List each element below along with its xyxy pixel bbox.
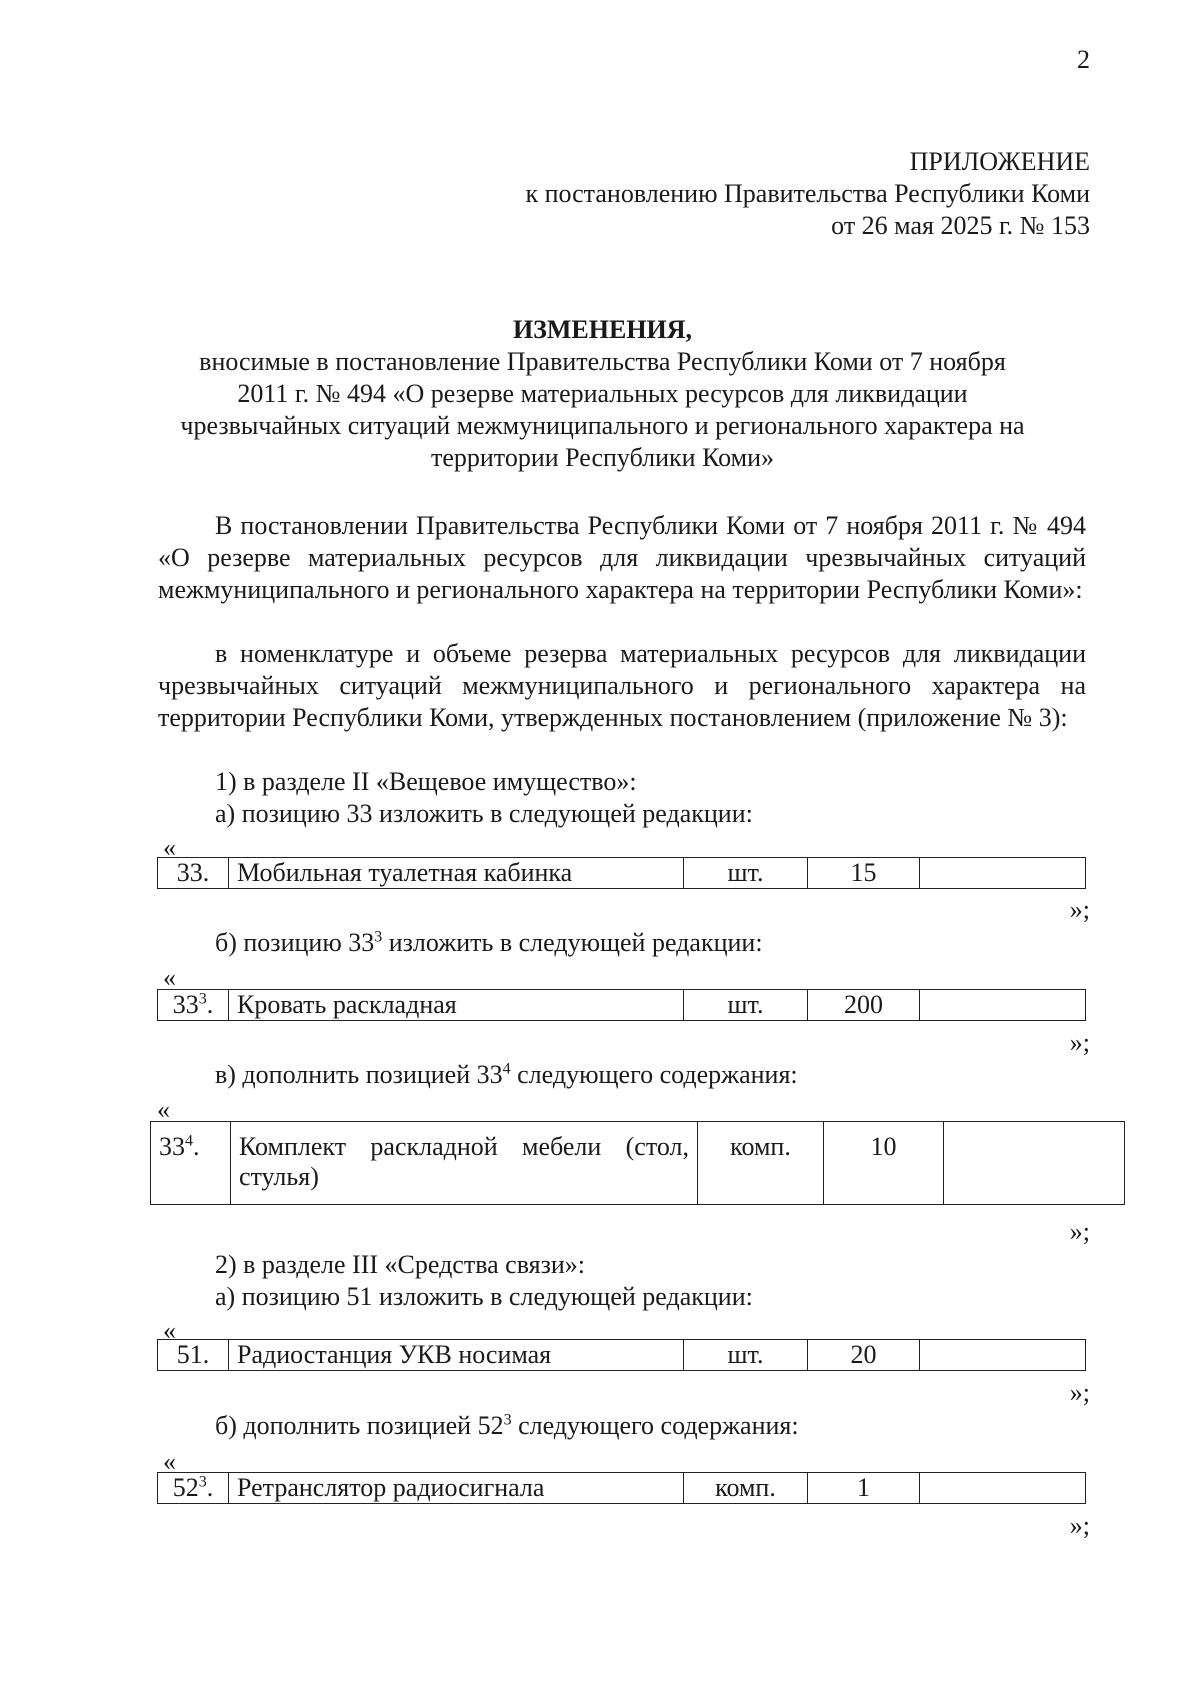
position-quantity: 20 [808, 1340, 920, 1371]
document-title: ИЗМЕНЕНИЯ, [512, 315, 693, 344]
document-subtitle-line: чрезвычайных ситуаций межмуниципального и регионального характера на [180, 411, 1025, 440]
opening-quote: « [163, 833, 176, 862]
position-quantity: 10 [824, 1122, 944, 1205]
position-quantity: 15 [808, 858, 920, 889]
appendix-header [525, 146, 1090, 242]
position-extra [920, 858, 1086, 889]
opening-quote: « [157, 1095, 170, 1124]
section2-item-a: а) позицию 51 изложить в следующей редакции: [215, 1282, 753, 1311]
table-row [151, 1122, 1125, 1205]
position-table [150, 1121, 1125, 1205]
appendix-title: ПРИЛОЖЕНИЕ [909, 147, 1090, 176]
position-table [157, 1472, 1086, 1504]
closing-quote: »; [1069, 1217, 1090, 1246]
position-number: $33^4$. [151, 1122, 231, 1205]
closing-quote: »; [1069, 1511, 1090, 1540]
position-table [157, 989, 1086, 1021]
position-name: Мобильная туалетная кабинка [229, 858, 684, 889]
document-subtitle-line: 2011 г. № 494 «О резерве материальных ресурсов для ликвидации [237, 379, 968, 408]
document-subtitle-line: территории Республики Коми» [430, 443, 774, 472]
position-quantity: 1 [808, 1473, 920, 1504]
intro-paragraph: В постановлении Правительства Республики Коми от 7 ноября 2011 г. № 494 «О резерве материальных ресурсов для ликвидации чрезвычайных ситуаций межмуниципального и регионального характера на территории Республики Коми»: [158, 511, 1086, 604]
position-number: $33^3$. [158, 990, 229, 1021]
position-unit: шт. [684, 858, 808, 889]
appendix-date: от 26 мая 2025 г. № 153 [831, 211, 1090, 240]
section2-heading: 2) в разделе III «Средства связи»: [215, 1250, 586, 1279]
table-row [158, 990, 1086, 1021]
section1-item-b: б) позицию $33^3$ изложить в следующей редакции: [215, 928, 763, 957]
position-number: $52^3$. [158, 1473, 229, 1504]
section1-heading: 1) в разделе II «Вещевое имущество»: [215, 767, 637, 796]
opening-quote: « [163, 963, 176, 992]
position-unit: комп. [698, 1122, 824, 1205]
section1-item-c: в) дополнить позицией $33^4$ следующего содержания: [215, 1060, 798, 1089]
table-row [158, 1473, 1086, 1504]
table-row [158, 1340, 1086, 1371]
position-number: 51. [158, 1340, 229, 1371]
closing-quote: »; [1069, 1378, 1090, 1407]
section2-item-b: б) дополнить позицией $52^3$ следующего содержания: [215, 1411, 799, 1440]
position-number: 33. [158, 858, 229, 889]
position-unit: комп. [684, 1473, 808, 1504]
position-unit: шт. [684, 990, 808, 1021]
position-name: Ретранслятор радиосигнала [229, 1473, 684, 1504]
appendix-reference: к постановлению Правительства Республики Коми [525, 179, 1090, 208]
position-extra [920, 990, 1086, 1021]
opening-quote: « [163, 1316, 176, 1345]
document-subtitle-line: вносимые в постановление Правительства Республики Коми от 7 ноября [199, 347, 1006, 376]
position-unit: шт. [684, 1340, 808, 1371]
position-table [157, 857, 1086, 889]
closing-quote: »; [1069, 1028, 1090, 1057]
nomenclature-paragraph: в номенклатуре и объеме резерва материальных ресурсов для ликвидации чрезвычайных ситуаций межмуниципального и регионального характера на территории Республики Коми, утвержденных постановлением (приложение № 3): [158, 639, 1086, 732]
position-quantity: 200 [808, 990, 920, 1021]
position-name: Радиостанция УКВ носимая [229, 1340, 684, 1371]
position-extra [944, 1122, 1125, 1205]
position-name: Кровать раскладная [229, 990, 684, 1021]
position-name: Комплект раскладной мебели (стол, стулья) [231, 1122, 698, 1205]
page-number: 2 [1077, 45, 1090, 74]
table-row [158, 858, 1086, 889]
position-extra [920, 1340, 1086, 1371]
position-extra [920, 1473, 1086, 1504]
position-table [157, 1339, 1086, 1371]
closing-quote: »; [1069, 895, 1090, 924]
section1-item-a: а) позицию 33 изложить в следующей редакции: [215, 799, 753, 828]
opening-quote: « [163, 1447, 176, 1476]
document-title-block [120, 314, 1085, 474]
